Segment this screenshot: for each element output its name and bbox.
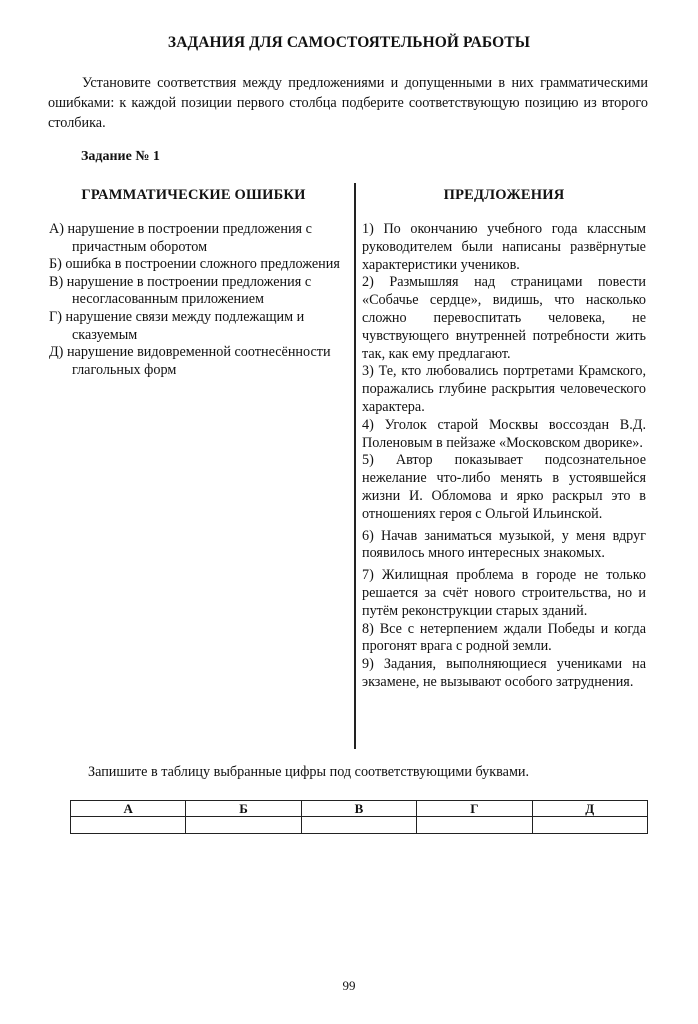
error-item-g (49, 309, 344, 344)
sentence-text: Автор показывает подсознательное нежелание что-либо менять в устоявшейся жизни И. Обломова и ярко раскрыл это в отношениях героя с Ольгой Ильинской. (362, 452, 646, 522)
answer-table (70, 800, 648, 834)
error-text: нарушение связи между подлежащим и сказуемым (65, 308, 305, 343)
answer-header-cell: Г (417, 801, 532, 817)
error-item-v (49, 274, 344, 309)
answer-table-answer-row (71, 817, 648, 834)
errors-column (49, 187, 344, 379)
error-item-d (49, 344, 344, 379)
sentence-number: 4) (362, 416, 374, 433)
error-item-a (49, 221, 344, 256)
sentence-number: 9) (362, 656, 374, 673)
error-letter: Б) (49, 256, 62, 273)
error-item-b (49, 256, 344, 274)
sentence-item-7 (362, 567, 646, 620)
column-divider (354, 183, 356, 749)
page-title: ЗАДАНИЯ ДЛЯ САМОСТОЯТЕЛЬНОЙ РАБОТЫ (167, 34, 531, 51)
answer-header-cell: В (301, 801, 416, 817)
sentence-number: 2) (362, 274, 374, 291)
sentence-text: Размышляя над страницами повести «Собачье сердце», видишь, что насколько сложно перевоспитать человека, не чувствующего внутренней потребности жить так, как ему предлагают. (362, 274, 647, 362)
errors-column-heading: ГРАММАТИЧЕСКИЕ ОШИБКИ (81, 187, 306, 203)
sentence-item-9 (362, 656, 646, 692)
sentence-item-6 (362, 528, 646, 564)
sentence-text: Те, кто любовались портретами Крамского, поражались глубине раскрытия человеческого характера. (362, 363, 647, 415)
sentence-text: Все с нетерпением ждали Победы и когда прогонят врага с родной земли. (362, 620, 646, 655)
sentence-text: По окончанию учебного года классным руководителем были написаны развёрнутые характеристики учеников. (362, 221, 646, 273)
sentence-number: 8) (362, 620, 374, 637)
sentence-text: Начав заниматься музыкой, у меня вдруг появилось много интересных знакомых. (362, 527, 647, 562)
sentence-number: 7) (362, 567, 374, 584)
answer-instruction: Запишите в таблицу выбранные цифры под соответствующими буквами. (88, 764, 530, 780)
sentence-number: 3) (362, 363, 374, 380)
sentence-number: 6) (362, 527, 374, 544)
answer-cell-g[interactable] (417, 817, 532, 834)
sentence-number: 5) (362, 452, 374, 469)
task-heading: Задание № 1 (81, 149, 160, 164)
page-number: 99 (342, 978, 356, 993)
sentence-item-4 (362, 417, 646, 453)
error-letter: А) (49, 221, 64, 237)
answer-cell-v[interactable] (301, 817, 416, 834)
answer-header-cell: А (71, 801, 186, 817)
error-letter: Д) (49, 344, 64, 361)
answer-table-header-row (71, 801, 648, 817)
sentence-number: 1) (362, 221, 374, 237)
sentence-text: Задания, выполняющиеся учениками на экзамене, не вызывают особого затруднения. (362, 656, 647, 690)
answer-header-cell: Б (186, 801, 301, 817)
answer-cell-a[interactable] (71, 817, 186, 834)
answer-cell-d[interactable] (532, 817, 647, 834)
error-text: нарушение видовременной соотнесённости глагольных форм (66, 344, 331, 378)
error-letter: В) (49, 273, 64, 290)
error-text: нарушение в построении предложения с несогласованным приложением (66, 273, 312, 308)
sentences-column (362, 187, 646, 692)
sentences-column-heading: ПРЕДЛОЖЕНИЯ (443, 187, 565, 203)
sentence-item-1 (362, 221, 646, 274)
answer-cell-b[interactable] (186, 817, 301, 834)
sentence-item-8 (362, 621, 646, 657)
sentence-item-2 (362, 274, 646, 363)
error-text: нарушение в построении предложения с причастным оборотом (67, 221, 312, 255)
error-text: ошибка в построении сложного предложения (65, 256, 340, 273)
sentence-text: Жилищная проблема в городе не только решается за счёт нового строительства, но и путём реконструкции старых зданий. (362, 567, 646, 619)
sentence-item-3 (362, 363, 646, 416)
sentence-item-5 (362, 452, 646, 523)
error-letter: Г) (49, 308, 62, 325)
answer-header-cell: Д (532, 801, 647, 817)
intro-paragraph: Установите соответствия между предложениями и допущенными в них грамматическими ошибками: к каждой позиции первого столбца подберите соответствующую позицию из второго столбика. (48, 75, 648, 131)
sentence-text: Уголок старой Москвы воссоздан В.Д. Поленовым в пейзаже «Московском дворике». (362, 416, 647, 451)
